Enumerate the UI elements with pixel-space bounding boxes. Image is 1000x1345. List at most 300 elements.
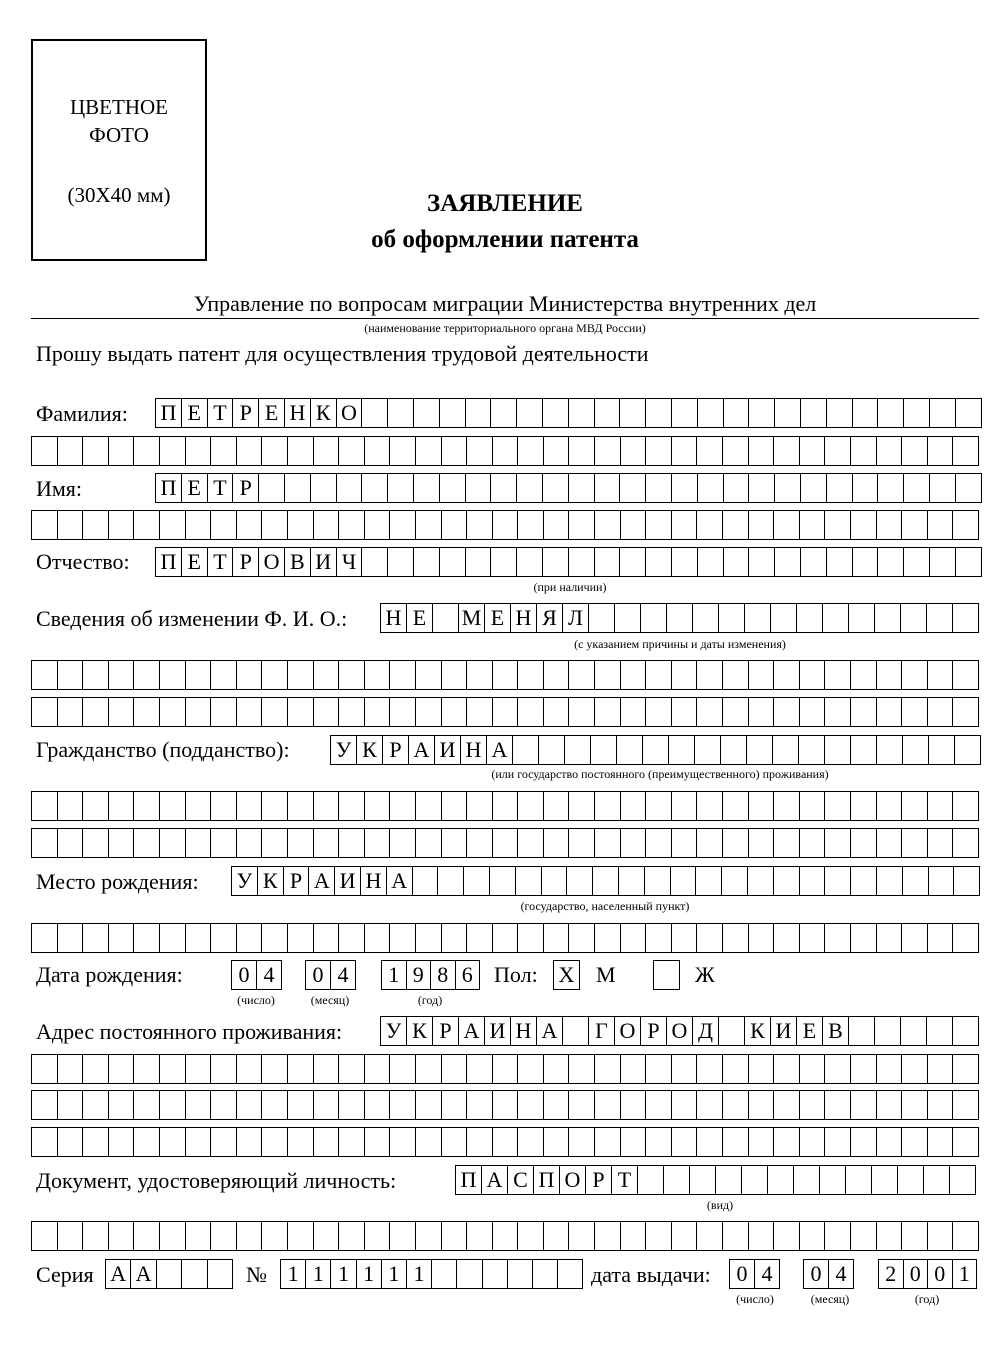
char-cell	[569, 547, 595, 577]
char-cell	[646, 547, 672, 577]
char-cell	[825, 1090, 851, 1120]
sex-male-checkbox[interactable]: Х	[553, 960, 580, 990]
char-cell	[851, 660, 877, 690]
char-cell	[742, 1165, 768, 1195]
char-cell	[285, 473, 311, 503]
surname-extra-input[interactable]	[31, 436, 979, 466]
char-cell	[747, 735, 773, 765]
char-cell	[58, 510, 84, 540]
issue-day-input[interactable]	[729, 1259, 780, 1289]
char-cell	[569, 923, 595, 953]
char-cell	[544, 791, 570, 821]
char-cell	[160, 1054, 186, 1084]
char-cell	[109, 1090, 135, 1120]
authority-hint: (наименование территориального органа МВД России)	[364, 321, 646, 335]
char-cell	[186, 697, 212, 727]
char-cell	[491, 473, 517, 503]
char-cell	[927, 1016, 953, 1046]
char-cell	[518, 510, 544, 540]
char-cell	[748, 866, 774, 896]
char-cell	[593, 866, 619, 896]
char-cell	[442, 791, 468, 821]
char-cell	[620, 473, 646, 503]
char-cell	[723, 1090, 749, 1120]
char-cell	[672, 828, 698, 858]
char-cell	[898, 1165, 924, 1195]
sex-female-label: Ж	[695, 962, 715, 987]
char-cell: Е	[259, 398, 285, 428]
char-cell	[390, 436, 416, 466]
char-cell	[186, 1054, 212, 1084]
char-cell	[186, 1127, 212, 1157]
char-cell: И	[771, 1016, 797, 1046]
char-cell	[467, 697, 493, 727]
char-cell	[432, 1259, 457, 1289]
char-cell	[621, 1054, 647, 1084]
char-cell	[544, 436, 570, 466]
char-cell	[563, 1016, 589, 1046]
birthplace-input[interactable]	[231, 866, 980, 896]
char-cell	[288, 828, 314, 858]
char-cell	[83, 1127, 109, 1157]
char-cell	[493, 923, 519, 953]
char-cell: Н	[381, 603, 407, 633]
char-cell	[109, 510, 135, 540]
char-cell: Т	[208, 473, 234, 503]
char-cell	[774, 1127, 800, 1157]
address-input[interactable]	[380, 1016, 979, 1046]
char-cell	[825, 1221, 851, 1251]
issue-day-hint: (число)	[736, 1292, 774, 1306]
name-label: Имя:	[36, 476, 83, 501]
char-cell	[467, 1127, 493, 1157]
char-cell	[160, 660, 186, 690]
char-cell	[314, 791, 340, 821]
char-cell	[416, 1221, 442, 1251]
char-cell	[134, 1221, 160, 1251]
char-cell	[823, 603, 849, 633]
char-cell	[825, 697, 851, 727]
char-cell	[851, 1090, 877, 1120]
char-cell	[464, 866, 490, 896]
char-cell	[518, 660, 544, 690]
char-cell	[698, 547, 724, 577]
char-cell	[672, 1221, 698, 1251]
char-cell	[698, 473, 724, 503]
sex-female-checkbox[interactable]	[653, 960, 680, 990]
surname-label: Фамилия:	[36, 401, 128, 426]
char-cell	[953, 510, 979, 540]
char-cell	[901, 1016, 927, 1046]
char-cell	[569, 1221, 595, 1251]
char-cell	[877, 866, 903, 896]
number-input[interactable]	[280, 1259, 583, 1289]
char-cell	[902, 436, 928, 466]
char-cell: 2	[879, 1259, 904, 1289]
char-cell	[954, 866, 980, 896]
char-cell	[872, 1165, 898, 1195]
char-cell	[211, 510, 237, 540]
char-cell	[800, 866, 826, 896]
char-cell	[621, 1127, 647, 1157]
char-cell	[672, 1090, 698, 1120]
char-cell	[467, 923, 493, 953]
char-cell: К	[357, 735, 383, 765]
char-cell	[339, 510, 365, 540]
char-cell	[877, 828, 903, 858]
number-label: №	[246, 1262, 267, 1287]
char-cell	[928, 436, 954, 466]
char-cell	[697, 1127, 723, 1157]
char-cell	[953, 1090, 979, 1120]
char-cell	[646, 1221, 672, 1251]
char-cell	[619, 866, 645, 896]
char-cell	[442, 1221, 468, 1251]
id-document-extra-input[interactable]	[31, 1221, 979, 1251]
char-cell: 9	[407, 960, 432, 990]
char-cell	[827, 473, 853, 503]
char-cell	[595, 828, 621, 858]
char-cell	[794, 1165, 820, 1195]
char-cell	[620, 547, 646, 577]
char-cell	[849, 1016, 875, 1046]
char-cell	[160, 1221, 186, 1251]
char-cell	[442, 1054, 468, 1084]
char-cell: 1	[953, 1259, 978, 1289]
char-cell	[851, 735, 877, 765]
char-cell	[490, 866, 516, 896]
char-cell	[825, 828, 851, 858]
char-cell	[109, 791, 135, 821]
char-cell	[820, 1165, 846, 1195]
char-cell	[58, 1054, 84, 1084]
birthplace-hint: (государство, населенный пункт)	[520, 899, 690, 913]
char-cell	[825, 660, 851, 690]
char-cell	[800, 436, 826, 466]
birthplace-extra-input[interactable]	[31, 923, 979, 953]
char-cell	[903, 866, 929, 896]
char-cell: 1	[357, 1259, 382, 1289]
char-cell	[513, 735, 539, 765]
char-cell	[109, 436, 135, 466]
char-cell	[388, 473, 414, 503]
char-cell: А	[387, 866, 413, 896]
char-cell	[827, 547, 853, 577]
char-cell	[595, 398, 621, 428]
char-cell	[953, 828, 979, 858]
char-cell	[390, 828, 416, 858]
char-cell: 4	[829, 1259, 854, 1289]
char-cell	[569, 1054, 595, 1084]
char-cell	[927, 603, 953, 633]
name-change-input[interactable]	[380, 603, 979, 633]
char-cell	[493, 510, 519, 540]
char-cell	[416, 697, 442, 727]
char-cell	[83, 828, 109, 858]
char-cell	[646, 436, 672, 466]
char-cell	[930, 398, 956, 428]
photo-label-line1: ЦВЕТНОЕ	[70, 95, 168, 119]
char-cell	[365, 1221, 391, 1251]
char-cell	[724, 547, 750, 577]
char-cell	[211, 697, 237, 727]
citizenship-extra-input-2[interactable]	[31, 828, 979, 858]
char-cell	[672, 398, 698, 428]
char-cell	[953, 791, 979, 821]
patronymic-input[interactable]	[155, 547, 982, 577]
char-cell: Н	[511, 603, 537, 633]
char-cell	[595, 473, 621, 503]
char-cell	[774, 510, 800, 540]
char-cell	[953, 660, 979, 690]
char-cell	[160, 1090, 186, 1120]
char-cell	[595, 923, 621, 953]
char-cell	[723, 791, 749, 821]
char-cell: П	[534, 1165, 560, 1195]
char-cell	[182, 1259, 207, 1289]
char-cell	[749, 697, 775, 727]
surname-input[interactable]	[155, 398, 982, 428]
birth-day-hint: (число)	[237, 993, 275, 1007]
char-cell	[621, 1090, 647, 1120]
char-cell	[467, 791, 493, 821]
char-cell	[955, 735, 981, 765]
char-cell	[442, 1127, 468, 1157]
char-cell	[749, 473, 775, 503]
char-cell	[853, 398, 879, 428]
char-cell	[723, 510, 749, 540]
char-cell	[749, 1090, 775, 1120]
char-cell	[32, 660, 58, 690]
char-cell	[569, 660, 595, 690]
char-cell	[518, 923, 544, 953]
char-cell	[208, 1259, 233, 1289]
char-cell	[186, 791, 212, 821]
char-cell	[724, 473, 750, 503]
char-cell	[775, 473, 801, 503]
birth-year-input[interactable]	[381, 960, 480, 990]
char-cell	[518, 1054, 544, 1084]
authority-line	[31, 318, 979, 319]
char-cell	[32, 1127, 58, 1157]
char-cell: Н	[285, 398, 311, 428]
char-cell	[953, 1127, 979, 1157]
char-cell	[416, 660, 442, 690]
char-cell	[314, 1054, 340, 1084]
char-cell	[433, 603, 459, 633]
char-cell	[773, 735, 799, 765]
request-text: Прошу выдать патент для осуществления трудовой деятельности	[36, 341, 649, 366]
char-cell: В	[285, 547, 311, 577]
char-cell	[493, 1221, 519, 1251]
char-cell	[800, 791, 826, 821]
char-cell	[749, 398, 775, 428]
char-cell: П	[456, 1165, 482, 1195]
name-extra-input[interactable]	[31, 510, 979, 540]
char-cell	[467, 436, 493, 466]
char-cell: А	[487, 735, 513, 765]
char-cell	[690, 1165, 716, 1195]
char-cell: А	[309, 866, 335, 896]
char-cell	[466, 547, 492, 577]
char-cell	[669, 735, 695, 765]
char-cell	[508, 1259, 533, 1289]
char-cell	[595, 1090, 621, 1120]
name-input[interactable]	[155, 473, 982, 503]
char-cell	[83, 1090, 109, 1120]
char-cell	[621, 1221, 647, 1251]
char-cell	[774, 436, 800, 466]
char-cell	[953, 436, 979, 466]
char-cell: Р	[233, 398, 259, 428]
char-cell	[109, 1221, 135, 1251]
char-cell: И	[311, 547, 337, 577]
char-cell	[543, 473, 569, 503]
address-extra-input-2[interactable]	[31, 1090, 979, 1120]
char-cell	[595, 1221, 621, 1251]
form-subtitle: об оформлении патента	[371, 226, 639, 253]
char-cell: Н	[461, 735, 487, 765]
char-cell: Е	[182, 398, 208, 428]
char-cell	[621, 510, 647, 540]
issue-year-input[interactable]	[878, 1259, 977, 1289]
char-cell	[569, 697, 595, 727]
char-cell: Е	[797, 1016, 823, 1046]
char-cell	[365, 510, 391, 540]
char-cell: А	[106, 1259, 131, 1289]
char-cell	[365, 1054, 391, 1084]
char-cell	[672, 923, 698, 953]
char-cell	[930, 547, 956, 577]
char-cell	[109, 1054, 135, 1084]
char-cell	[928, 660, 954, 690]
char-cell	[544, 510, 570, 540]
patronymic-label: Отчество:	[36, 549, 130, 574]
char-cell: Р	[433, 1016, 459, 1046]
id-document-input[interactable]	[455, 1165, 976, 1195]
char-cell	[544, 1054, 570, 1084]
char-cell	[262, 923, 288, 953]
char-cell	[414, 398, 440, 428]
issue-month-input[interactable]	[803, 1259, 854, 1289]
char-cell	[768, 1165, 794, 1195]
char-cell	[390, 1090, 416, 1120]
char-cell	[595, 1127, 621, 1157]
char-cell	[390, 1054, 416, 1084]
patronymic-hint: (при наличии)	[533, 580, 607, 594]
char-cell: 1	[306, 1259, 331, 1289]
char-cell	[288, 1090, 314, 1120]
char-cell	[416, 1127, 442, 1157]
char-cell	[288, 660, 314, 690]
name-change-extra-input-1[interactable]	[31, 660, 979, 690]
char-cell	[186, 1090, 212, 1120]
char-cell	[825, 866, 851, 896]
address-extra-input-1[interactable]	[31, 1054, 979, 1084]
char-cell: Г	[589, 1016, 615, 1046]
char-cell	[83, 697, 109, 727]
char-cell	[877, 697, 903, 727]
char-cell	[904, 473, 930, 503]
char-cell	[638, 1165, 664, 1195]
char-cell	[58, 697, 84, 727]
char-cell	[569, 473, 595, 503]
char-cell	[390, 791, 416, 821]
char-cell	[365, 1127, 391, 1157]
char-cell	[749, 1221, 775, 1251]
char-cell	[697, 828, 723, 858]
char-cell: Т	[208, 398, 234, 428]
id-document-label: Документ, удостоверяющий личность:	[36, 1168, 397, 1193]
char-cell	[877, 791, 903, 821]
name-change-extra-input-2[interactable]	[31, 697, 979, 727]
char-cell	[416, 436, 442, 466]
char-cell	[440, 473, 466, 503]
char-cell	[32, 510, 58, 540]
char-cell	[32, 828, 58, 858]
char-cell	[288, 1221, 314, 1251]
char-cell	[339, 697, 365, 727]
char-cell	[211, 1054, 237, 1084]
birth-day-input[interactable]	[231, 960, 282, 990]
char-cell	[569, 1090, 595, 1120]
citizenship-input[interactable]	[330, 735, 981, 765]
char-cell	[518, 1127, 544, 1157]
char-cell	[339, 1054, 365, 1084]
char-cell	[617, 735, 643, 765]
char-cell	[924, 1165, 950, 1195]
char-cell: С	[508, 1165, 534, 1195]
char-cell	[902, 660, 928, 690]
char-cell	[314, 1090, 340, 1120]
char-cell	[849, 603, 875, 633]
char-cell	[646, 828, 672, 858]
char-cell	[749, 1054, 775, 1084]
char-cell	[825, 735, 851, 765]
char-cell	[800, 1221, 826, 1251]
series-input[interactable]	[105, 1259, 233, 1289]
char-cell: И	[485, 1016, 511, 1046]
id-document-hint: (вид)	[706, 1198, 734, 1212]
char-cell	[362, 547, 388, 577]
char-cell	[774, 1054, 800, 1084]
citizenship-extra-input-1[interactable]	[31, 791, 979, 821]
char-cell	[493, 791, 519, 821]
char-cell: П	[156, 473, 182, 503]
char-cell: 1	[331, 1259, 356, 1289]
char-cell: Е	[182, 547, 208, 577]
char-cell	[902, 1221, 928, 1251]
char-cell	[517, 473, 543, 503]
char-cell	[544, 1090, 570, 1120]
char-cell	[539, 735, 565, 765]
char-cell	[416, 510, 442, 540]
char-cell	[262, 436, 288, 466]
char-cell	[160, 510, 186, 540]
char-cell	[723, 923, 749, 953]
char-cell	[58, 660, 84, 690]
char-cell	[186, 660, 212, 690]
address-extra-input-3[interactable]	[31, 1127, 979, 1157]
char-cell	[878, 547, 904, 577]
birth-month-input[interactable]	[305, 960, 356, 990]
char-cell: К	[745, 1016, 771, 1046]
char-cell: Е	[182, 473, 208, 503]
char-cell	[457, 1259, 482, 1289]
char-cell: П	[156, 398, 182, 428]
char-cell	[956, 398, 982, 428]
char-cell	[800, 1090, 826, 1120]
